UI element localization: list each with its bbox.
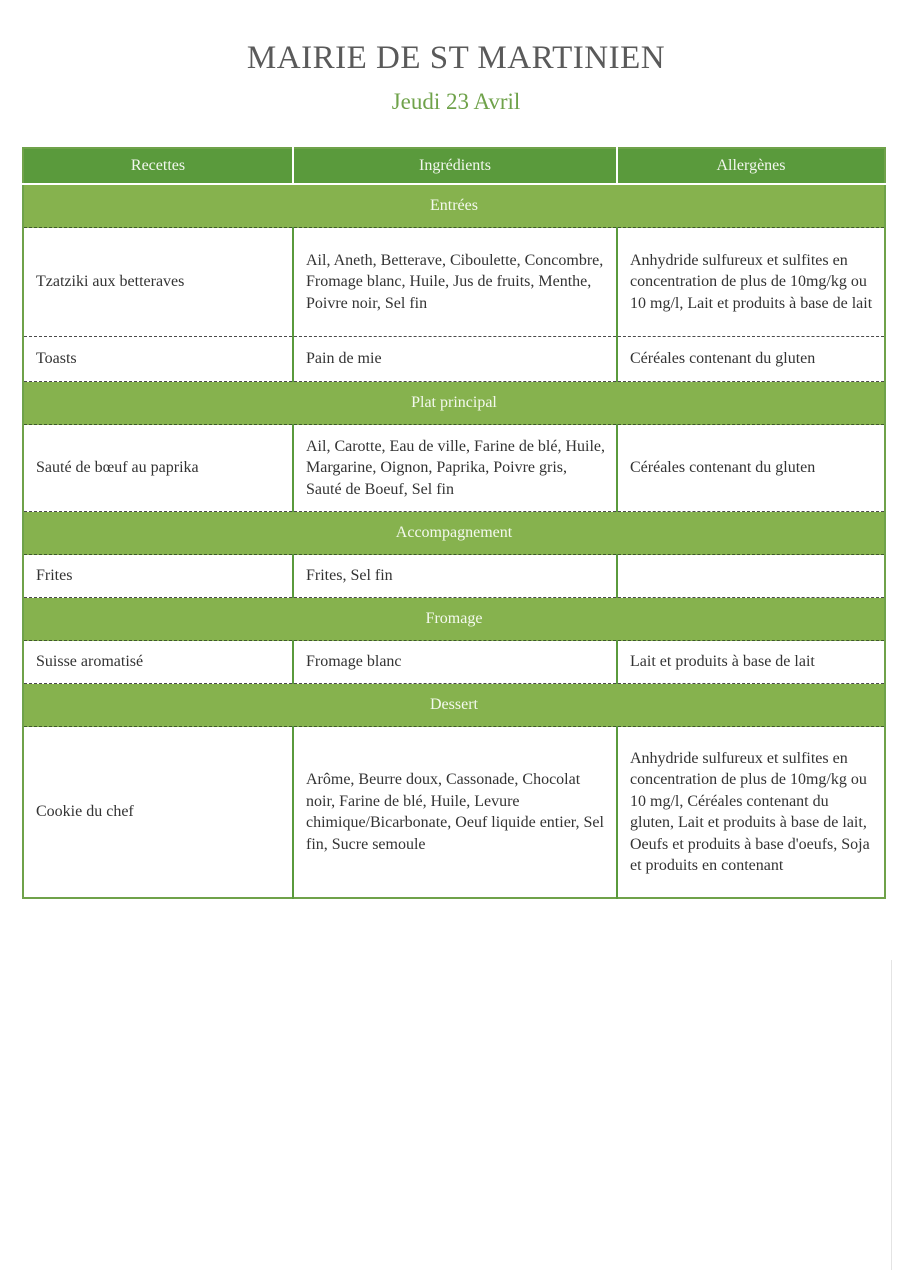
ingredients-cell: Ail, Carotte, Eau de ville, Farine de blé, Huile, Margarine, Oignon, Paprika, Poivre gris, Sauté de Boeuf, Sel fin: [293, 425, 617, 512]
section-title: Dessert: [23, 684, 885, 727]
allergens-cell: Céréales contenant du gluten: [617, 425, 885, 512]
ingredients-cell: Frites, Sel fin: [293, 555, 617, 598]
recipe-cell: Sauté de bœuf au paprika: [23, 425, 293, 512]
section-title: Entrées: [23, 184, 885, 228]
recipe-cell: Cookie du chef: [23, 727, 293, 899]
allergens-cell: [617, 555, 885, 598]
section-row-entrees: [23, 184, 885, 228]
table-row: [23, 337, 885, 382]
table-row: [23, 425, 885, 512]
allergens-cell: Anhydride sulfureux et sulfites en concentration de plus de 10mg/kg ou 10 mg/l, Céréales contenant du gluten, Lait et produits à base de lait, Oeufs et produits à base d'oeufs, Soja et produits en contenant: [630, 749, 870, 874]
section-row-dessert: [23, 684, 885, 727]
allergens-cell: Anhydride sulfureux et sulfites en concentration de plus de 10mg/kg ou 10 mg/l, Lait et produits à base de lait: [617, 228, 885, 337]
column-header-recettes: Recettes: [23, 148, 293, 184]
recipe-cell: Suisse aromatisé: [23, 641, 293, 684]
column-header-ingredients: Ingrédients: [293, 148, 617, 184]
section-title: Accompagnement: [23, 512, 885, 555]
table-row: [23, 727, 885, 899]
column-header-row: [23, 148, 885, 184]
page-title: MAIRIE DE ST MARTINIEN: [246, 40, 666, 76]
section-row-plat-principal: [23, 382, 885, 425]
allergens-cell: Lait et produits à base de lait: [617, 641, 885, 684]
ingredients-cell: Pain de mie: [293, 337, 617, 382]
menu-date: Jeudi 23 Avril: [391, 89, 521, 114]
section-row-fromage: [23, 598, 885, 641]
ingredients-cell: Arôme, Beurre doux, Cassonade, Chocolat noir, Farine de blé, Huile, Levure chimique/Bicarbonate, Oeuf liquide entier, Sel fin, Sucre semoule: [293, 727, 617, 899]
table-row: [23, 228, 885, 337]
ingredients-cell: Ail, Aneth, Betterave, Ciboulette, Concombre, Fromage blanc, Huile, Jus de fruits, Menthe, Poivre noir, Sel fin: [293, 228, 617, 337]
table-row: [23, 641, 885, 684]
menu-table: [22, 147, 886, 899]
recipe-cell: Toasts: [23, 337, 293, 382]
scan-edge-line: [891, 960, 892, 1270]
ingredients-cell: Fromage blanc: [293, 641, 617, 684]
table-row: [23, 555, 885, 598]
section-row-accompagnement: [23, 512, 885, 555]
section-title: Fromage: [23, 598, 885, 641]
recipe-cell: Frites: [23, 555, 293, 598]
column-header-allergenes: Allergènes: [617, 148, 885, 184]
recipe-cell: Tzatziki aux betteraves: [23, 228, 293, 337]
section-title: Plat principal: [23, 382, 885, 425]
allergens-cell: Céréales contenant du gluten: [617, 337, 885, 382]
